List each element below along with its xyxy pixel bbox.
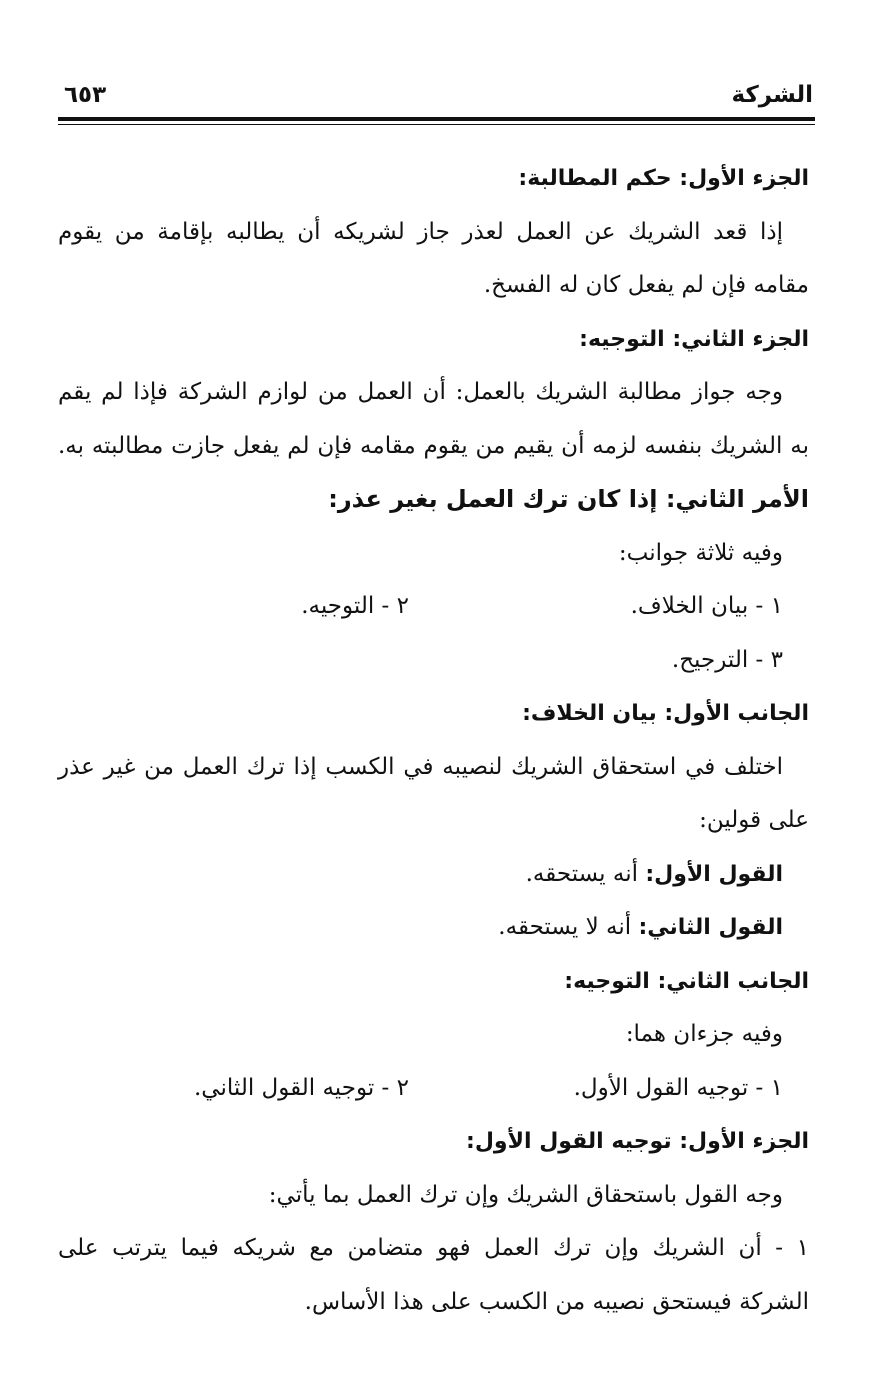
main-heading: الأمر الثاني: إذا كان ترك العمل بغير عذر: bbox=[328, 485, 809, 513]
section-heading: الجانب الثاني: التوجيه: bbox=[564, 968, 809, 994]
opinion-text: أنه لا يستحقه. bbox=[498, 914, 639, 940]
paragraph-line: على قولين: bbox=[699, 807, 809, 833]
paragraph-line: الشركة فيستحق نصيبه من الكسب على هذا الأساس. bbox=[304, 1288, 809, 1315]
opinion-text: أنه يستحقه. bbox=[525, 860, 646, 887]
list-item: ٢ - التوجيه. bbox=[301, 593, 409, 619]
paragraph-line: وفيه جزءان هما: bbox=[625, 1021, 783, 1047]
paragraph-line: اختلف في استحقاق الشريك لنصيبه في الكسب إذا ترك العمل من غير عذر bbox=[58, 753, 783, 780]
opinion-label: القول الثاني: bbox=[638, 915, 783, 940]
paragraph-line: وجه القول باستحقاق الشريك وإن ترك العمل بما يأتي: bbox=[268, 1181, 783, 1208]
page-number: ٦٥٣ bbox=[64, 82, 107, 108]
paragraph-line: وفيه ثلاثة جوانب: bbox=[618, 539, 783, 566]
opinion-line bbox=[58, 901, 809, 955]
section-heading: الجانب الأول: بيان الخلاف: bbox=[522, 701, 809, 726]
opinion-label: القول الأول: bbox=[645, 861, 783, 887]
section-heading: الجزء الأول: حكم المطالبة: bbox=[518, 166, 809, 191]
list-item: ٣ - الترجيح. bbox=[671, 646, 783, 673]
list-item: ١ - توجيه القول الأول. bbox=[573, 1074, 783, 1101]
chapter-title: الشركة bbox=[731, 82, 813, 108]
section-heading: الجزء الثاني: التوجيه: bbox=[579, 326, 809, 352]
paragraph-line: إذا قعد الشريك عن العمل لعذر جاز لشريكه أن يطالبه بإقامة من يقوم bbox=[58, 218, 783, 245]
section-heading: الجزء الأول: توجيه القول الأول: bbox=[466, 1129, 809, 1154]
list-item: ١ - بيان الخلاف. bbox=[630, 593, 783, 619]
paragraph-line: مقامه فإن لم يفعل كان له الفسخ. bbox=[483, 272, 809, 298]
page-body bbox=[58, 152, 809, 1329]
paragraph-line: ١ - أن الشريك وإن ترك العمل فهو متضامن مع شريكه فيما يترتب على bbox=[58, 1235, 809, 1261]
header-rule-thick bbox=[58, 117, 815, 121]
list-item: ٢ - توجيه القول الثاني. bbox=[193, 1074, 409, 1101]
list-row bbox=[58, 1062, 809, 1116]
paragraph-line: به الشريك بنفسه لزمه أن يقيم من يقوم مقامه فإن لم يفعل جازت مطالبته به. bbox=[58, 432, 809, 459]
paragraph-line: وجه جواز مطالبة الشريك بالعمل: أن العمل من لوازم الشركة فإذا لم يقم bbox=[58, 379, 783, 405]
page-header bbox=[60, 82, 813, 112]
header-rule-thin bbox=[58, 124, 815, 125]
list-row bbox=[58, 580, 809, 634]
opinion-line bbox=[58, 848, 809, 902]
